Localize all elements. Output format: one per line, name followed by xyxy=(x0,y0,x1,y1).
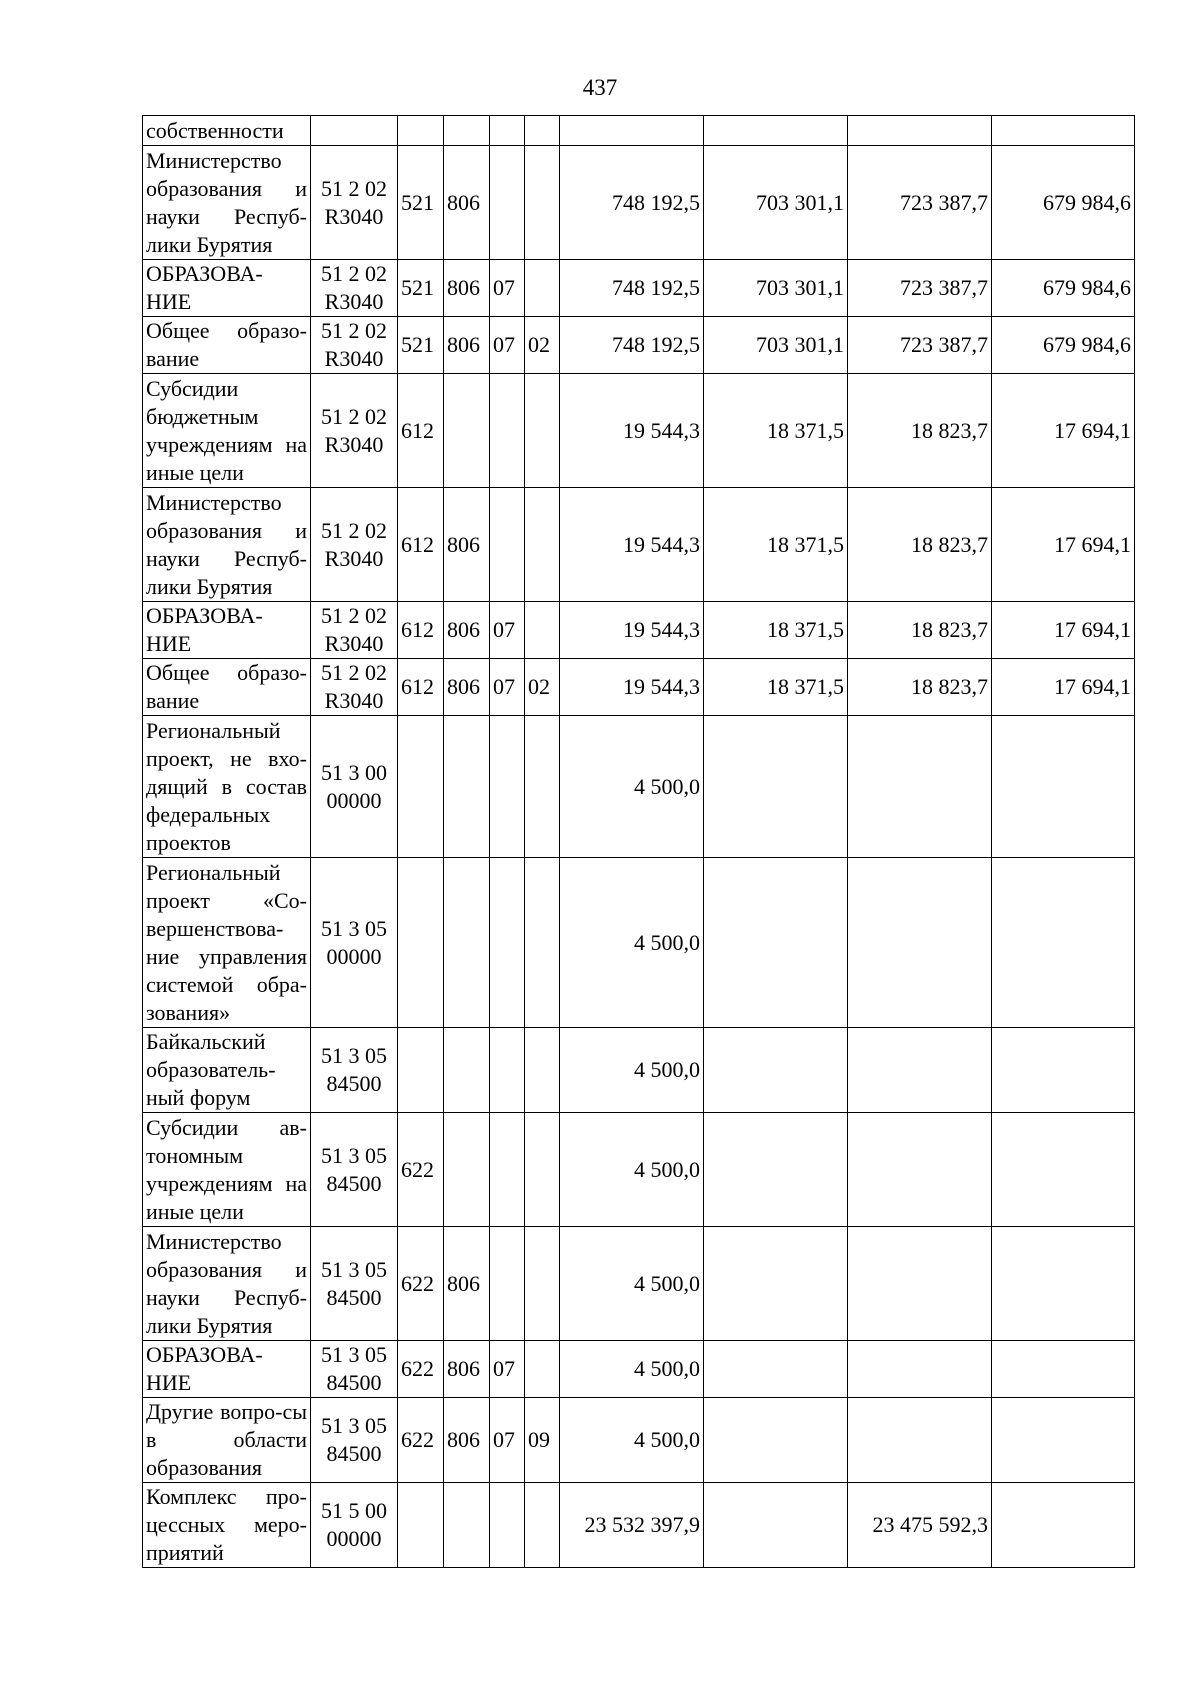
row-pr-cell: 02 xyxy=(525,317,560,374)
row-name-cell: Комплекс про-цессных меро-приятий xyxy=(143,1483,311,1568)
row-csr-cell: 51 3 00 00000 xyxy=(311,716,398,858)
row-vr-cell xyxy=(398,116,444,146)
row-pr-cell xyxy=(525,858,560,1028)
row-vr-cell: 622 xyxy=(398,1341,444,1398)
row-rz-cell xyxy=(490,374,525,488)
table-row xyxy=(143,602,1135,659)
row-value-3-cell xyxy=(848,1341,992,1398)
row-csr-cell: 51 3 05 84500 xyxy=(311,1341,398,1398)
table-row xyxy=(143,116,1135,146)
row-rz-cell xyxy=(490,1227,525,1341)
row-vr-cell: 612 xyxy=(398,602,444,659)
row-vr-cell: 622 xyxy=(398,1398,444,1483)
row-pr-cell xyxy=(525,1028,560,1113)
row-name-cell: собственности xyxy=(143,116,311,146)
row-value-1-cell: 19 544,3 xyxy=(560,659,704,716)
row-name-cell: Министерство образования и науки Респуб-лики Бурятия xyxy=(143,146,311,260)
row-value-2-cell: 703 301,1 xyxy=(704,260,848,317)
row-value-3-cell: 18 823,7 xyxy=(848,488,992,602)
row-value-4-cell xyxy=(992,858,1135,1028)
row-name-cell: Министерство образования и науки Респуб-лики Бурятия xyxy=(143,488,311,602)
table-row xyxy=(143,1483,1135,1568)
row-rz-cell xyxy=(490,116,525,146)
row-vr-cell: 521 xyxy=(398,260,444,317)
row-grbs-cell xyxy=(444,858,490,1028)
row-pr-cell xyxy=(525,1483,560,1568)
row-value-3-cell xyxy=(848,1113,992,1227)
row-rz-cell: 07 xyxy=(490,602,525,659)
row-grbs-cell: 806 xyxy=(444,1227,490,1341)
row-csr-cell: 51 3 05 84500 xyxy=(311,1113,398,1227)
row-name-cell: Региональный проект, не вхо-дящий в состав федеральных проектов xyxy=(143,716,311,858)
row-rz-cell: 07 xyxy=(490,317,525,374)
row-value-2-cell xyxy=(704,1227,848,1341)
row-value-3-cell xyxy=(848,116,992,146)
row-name-cell: Министерство образования и науки Респуб-лики Бурятия xyxy=(143,1227,311,1341)
row-grbs-cell: 806 xyxy=(444,488,490,602)
row-pr-cell xyxy=(525,488,560,602)
row-grbs-cell: 806 xyxy=(444,1398,490,1483)
row-csr-cell: 51 3 05 84500 xyxy=(311,1227,398,1341)
table-row xyxy=(143,716,1135,858)
row-value-4-cell: 679 984,6 xyxy=(992,260,1135,317)
row-csr-cell: 51 2 02 R3040 xyxy=(311,659,398,716)
row-grbs-cell: 806 xyxy=(444,659,490,716)
page-number: 437 xyxy=(582,75,618,100)
row-rz-cell xyxy=(490,1028,525,1113)
row-vr-cell xyxy=(398,1028,444,1113)
row-grbs-cell xyxy=(444,1028,490,1113)
row-grbs-cell: 806 xyxy=(444,1341,490,1398)
row-value-3-cell: 18 823,7 xyxy=(848,602,992,659)
row-value-1-cell: 4 500,0 xyxy=(560,1028,704,1113)
row-vr-cell: 612 xyxy=(398,659,444,716)
row-value-1-cell: 4 500,0 xyxy=(560,716,704,858)
row-vr-cell xyxy=(398,1483,444,1568)
row-pr-cell xyxy=(525,260,560,317)
row-value-2-cell: 18 371,5 xyxy=(704,659,848,716)
row-value-2-cell xyxy=(704,116,848,146)
row-value-2-cell xyxy=(704,1113,848,1227)
row-vr-cell xyxy=(398,716,444,858)
row-value-1-cell: 4 500,0 xyxy=(560,1113,704,1227)
row-grbs-cell xyxy=(444,716,490,858)
row-value-1-cell: 4 500,0 xyxy=(560,1227,704,1341)
row-csr-cell: 51 2 02 R3040 xyxy=(311,317,398,374)
row-grbs-cell: 806 xyxy=(444,260,490,317)
table-row xyxy=(143,1398,1135,1483)
row-value-1-cell: 19 544,3 xyxy=(560,488,704,602)
row-csr-cell: 51 3 05 84500 xyxy=(311,1398,398,1483)
row-value-1-cell: 4 500,0 xyxy=(560,858,704,1028)
row-rz-cell: 07 xyxy=(490,260,525,317)
row-name-cell: ОБРАЗОВА-НИЕ xyxy=(143,1341,311,1398)
row-value-2-cell xyxy=(704,1341,848,1398)
row-value-4-cell: 17 694,1 xyxy=(992,374,1135,488)
row-value-1-cell: 748 192,5 xyxy=(560,260,704,317)
row-grbs-cell: 806 xyxy=(444,146,490,260)
row-value-3-cell: 18 823,7 xyxy=(848,659,992,716)
row-value-3-cell xyxy=(848,716,992,858)
row-pr-cell xyxy=(525,602,560,659)
row-vr-cell xyxy=(398,858,444,1028)
row-value-2-cell xyxy=(704,1398,848,1483)
row-pr-cell xyxy=(525,1227,560,1341)
row-rz-cell xyxy=(490,716,525,858)
row-csr-cell: 51 2 02 R3040 xyxy=(311,602,398,659)
row-name-cell: Субсидии бюджетным учреждениям на иные цели xyxy=(143,374,311,488)
table-body xyxy=(143,116,1135,1568)
row-value-2-cell: 18 371,5 xyxy=(704,374,848,488)
row-name-cell: Общее образо-вание xyxy=(143,659,311,716)
row-rz-cell xyxy=(490,146,525,260)
row-value-2-cell: 703 301,1 xyxy=(704,146,848,260)
row-name-cell: Региональный проект «Со-вершенствова-ние управления системой обра-зования» xyxy=(143,858,311,1028)
row-csr-cell: 51 3 05 84500 xyxy=(311,1028,398,1113)
row-value-1-cell: 23 532 397,9 xyxy=(560,1483,704,1568)
row-pr-cell xyxy=(525,1113,560,1227)
row-value-3-cell: 723 387,7 xyxy=(848,146,992,260)
row-value-3-cell xyxy=(848,1398,992,1483)
row-value-4-cell: 17 694,1 xyxy=(992,488,1135,602)
row-grbs-cell xyxy=(444,1113,490,1227)
row-name-cell: ОБРАЗОВА-НИЕ xyxy=(143,260,311,317)
row-name-cell: ОБРАЗОВА-НИЕ xyxy=(143,602,311,659)
row-value-4-cell: 679 984,6 xyxy=(992,146,1135,260)
row-rz-cell xyxy=(490,488,525,602)
row-value-4-cell xyxy=(992,1341,1135,1398)
row-grbs-cell xyxy=(444,374,490,488)
row-value-3-cell: 18 823,7 xyxy=(848,374,992,488)
row-rz-cell: 07 xyxy=(490,659,525,716)
row-vr-cell: 521 xyxy=(398,146,444,260)
row-value-3-cell: 23 475 592,3 xyxy=(848,1483,992,1568)
row-rz-cell: 07 xyxy=(490,1341,525,1398)
row-value-1-cell: 748 192,5 xyxy=(560,317,704,374)
table-row xyxy=(143,1341,1135,1398)
row-csr-cell: 51 2 02 R3040 xyxy=(311,260,398,317)
row-value-4-cell xyxy=(992,116,1135,146)
row-value-2-cell xyxy=(704,1483,848,1568)
row-grbs-cell xyxy=(444,1483,490,1568)
row-value-2-cell: 18 371,5 xyxy=(704,602,848,659)
row-value-2-cell: 703 301,1 xyxy=(704,317,848,374)
row-csr-cell: 51 2 02 R3040 xyxy=(311,146,398,260)
table-row xyxy=(143,317,1135,374)
budget-table xyxy=(142,115,1135,1568)
row-value-1-cell xyxy=(560,116,704,146)
row-pr-cell xyxy=(525,116,560,146)
row-grbs-cell xyxy=(444,116,490,146)
row-vr-cell: 622 xyxy=(398,1113,444,1227)
table-row xyxy=(143,374,1135,488)
row-grbs-cell: 806 xyxy=(444,602,490,659)
row-value-4-cell xyxy=(992,1028,1135,1113)
row-csr-cell: 51 2 02 R3040 xyxy=(311,488,398,602)
row-value-4-cell xyxy=(992,1113,1135,1227)
row-value-4-cell: 17 694,1 xyxy=(992,602,1135,659)
row-value-3-cell: 723 387,7 xyxy=(848,260,992,317)
row-rz-cell xyxy=(490,1113,525,1227)
row-rz-cell xyxy=(490,1483,525,1568)
row-value-4-cell: 17 694,1 xyxy=(992,659,1135,716)
row-csr-cell xyxy=(311,116,398,146)
row-value-3-cell xyxy=(848,858,992,1028)
row-value-4-cell xyxy=(992,1227,1135,1341)
row-vr-cell: 521 xyxy=(398,317,444,374)
row-pr-cell: 02 xyxy=(525,659,560,716)
table-row xyxy=(143,488,1135,602)
row-value-1-cell: 19 544,3 xyxy=(560,602,704,659)
table-row xyxy=(143,659,1135,716)
row-name-cell: Байкальский образователь-ный форум xyxy=(143,1028,311,1113)
table-row xyxy=(143,260,1135,317)
row-pr-cell xyxy=(525,374,560,488)
row-value-1-cell: 19 544,3 xyxy=(560,374,704,488)
table-row xyxy=(143,1113,1135,1227)
row-name-cell: Другие вопро-сы в области образования xyxy=(143,1398,311,1483)
row-name-cell: Общее образо-вание xyxy=(143,317,311,374)
row-grbs-cell: 806 xyxy=(444,317,490,374)
row-rz-cell xyxy=(490,858,525,1028)
row-vr-cell: 622 xyxy=(398,1227,444,1341)
row-value-2-cell: 18 371,5 xyxy=(704,488,848,602)
row-csr-cell: 51 3 05 00000 xyxy=(311,858,398,1028)
row-name-cell: Субсидии ав-тономным учреждениям на иные цели xyxy=(143,1113,311,1227)
row-value-2-cell xyxy=(704,858,848,1028)
row-value-3-cell xyxy=(848,1028,992,1113)
row-value-1-cell: 748 192,5 xyxy=(560,146,704,260)
row-vr-cell: 612 xyxy=(398,488,444,602)
row-value-2-cell xyxy=(704,1028,848,1113)
row-value-4-cell xyxy=(992,1483,1135,1568)
row-csr-cell: 51 5 00 00000 xyxy=(311,1483,398,1568)
row-value-1-cell: 4 500,0 xyxy=(560,1341,704,1398)
table-row xyxy=(143,1028,1135,1113)
table-row xyxy=(143,1227,1135,1341)
row-value-4-cell xyxy=(992,1398,1135,1483)
row-value-1-cell: 4 500,0 xyxy=(560,1398,704,1483)
row-pr-cell xyxy=(525,146,560,260)
row-value-3-cell: 723 387,7 xyxy=(848,317,992,374)
table-row xyxy=(143,858,1135,1028)
row-value-2-cell xyxy=(704,716,848,858)
row-value-4-cell xyxy=(992,716,1135,858)
row-pr-cell xyxy=(525,1341,560,1398)
table-row xyxy=(143,146,1135,260)
row-rz-cell: 07 xyxy=(490,1398,525,1483)
row-value-3-cell xyxy=(848,1227,992,1341)
row-csr-cell: 51 2 02 R3040 xyxy=(311,374,398,488)
row-pr-cell: 09 xyxy=(525,1398,560,1483)
row-vr-cell: 612 xyxy=(398,374,444,488)
row-pr-cell xyxy=(525,716,560,858)
row-value-4-cell: 679 984,6 xyxy=(992,317,1135,374)
